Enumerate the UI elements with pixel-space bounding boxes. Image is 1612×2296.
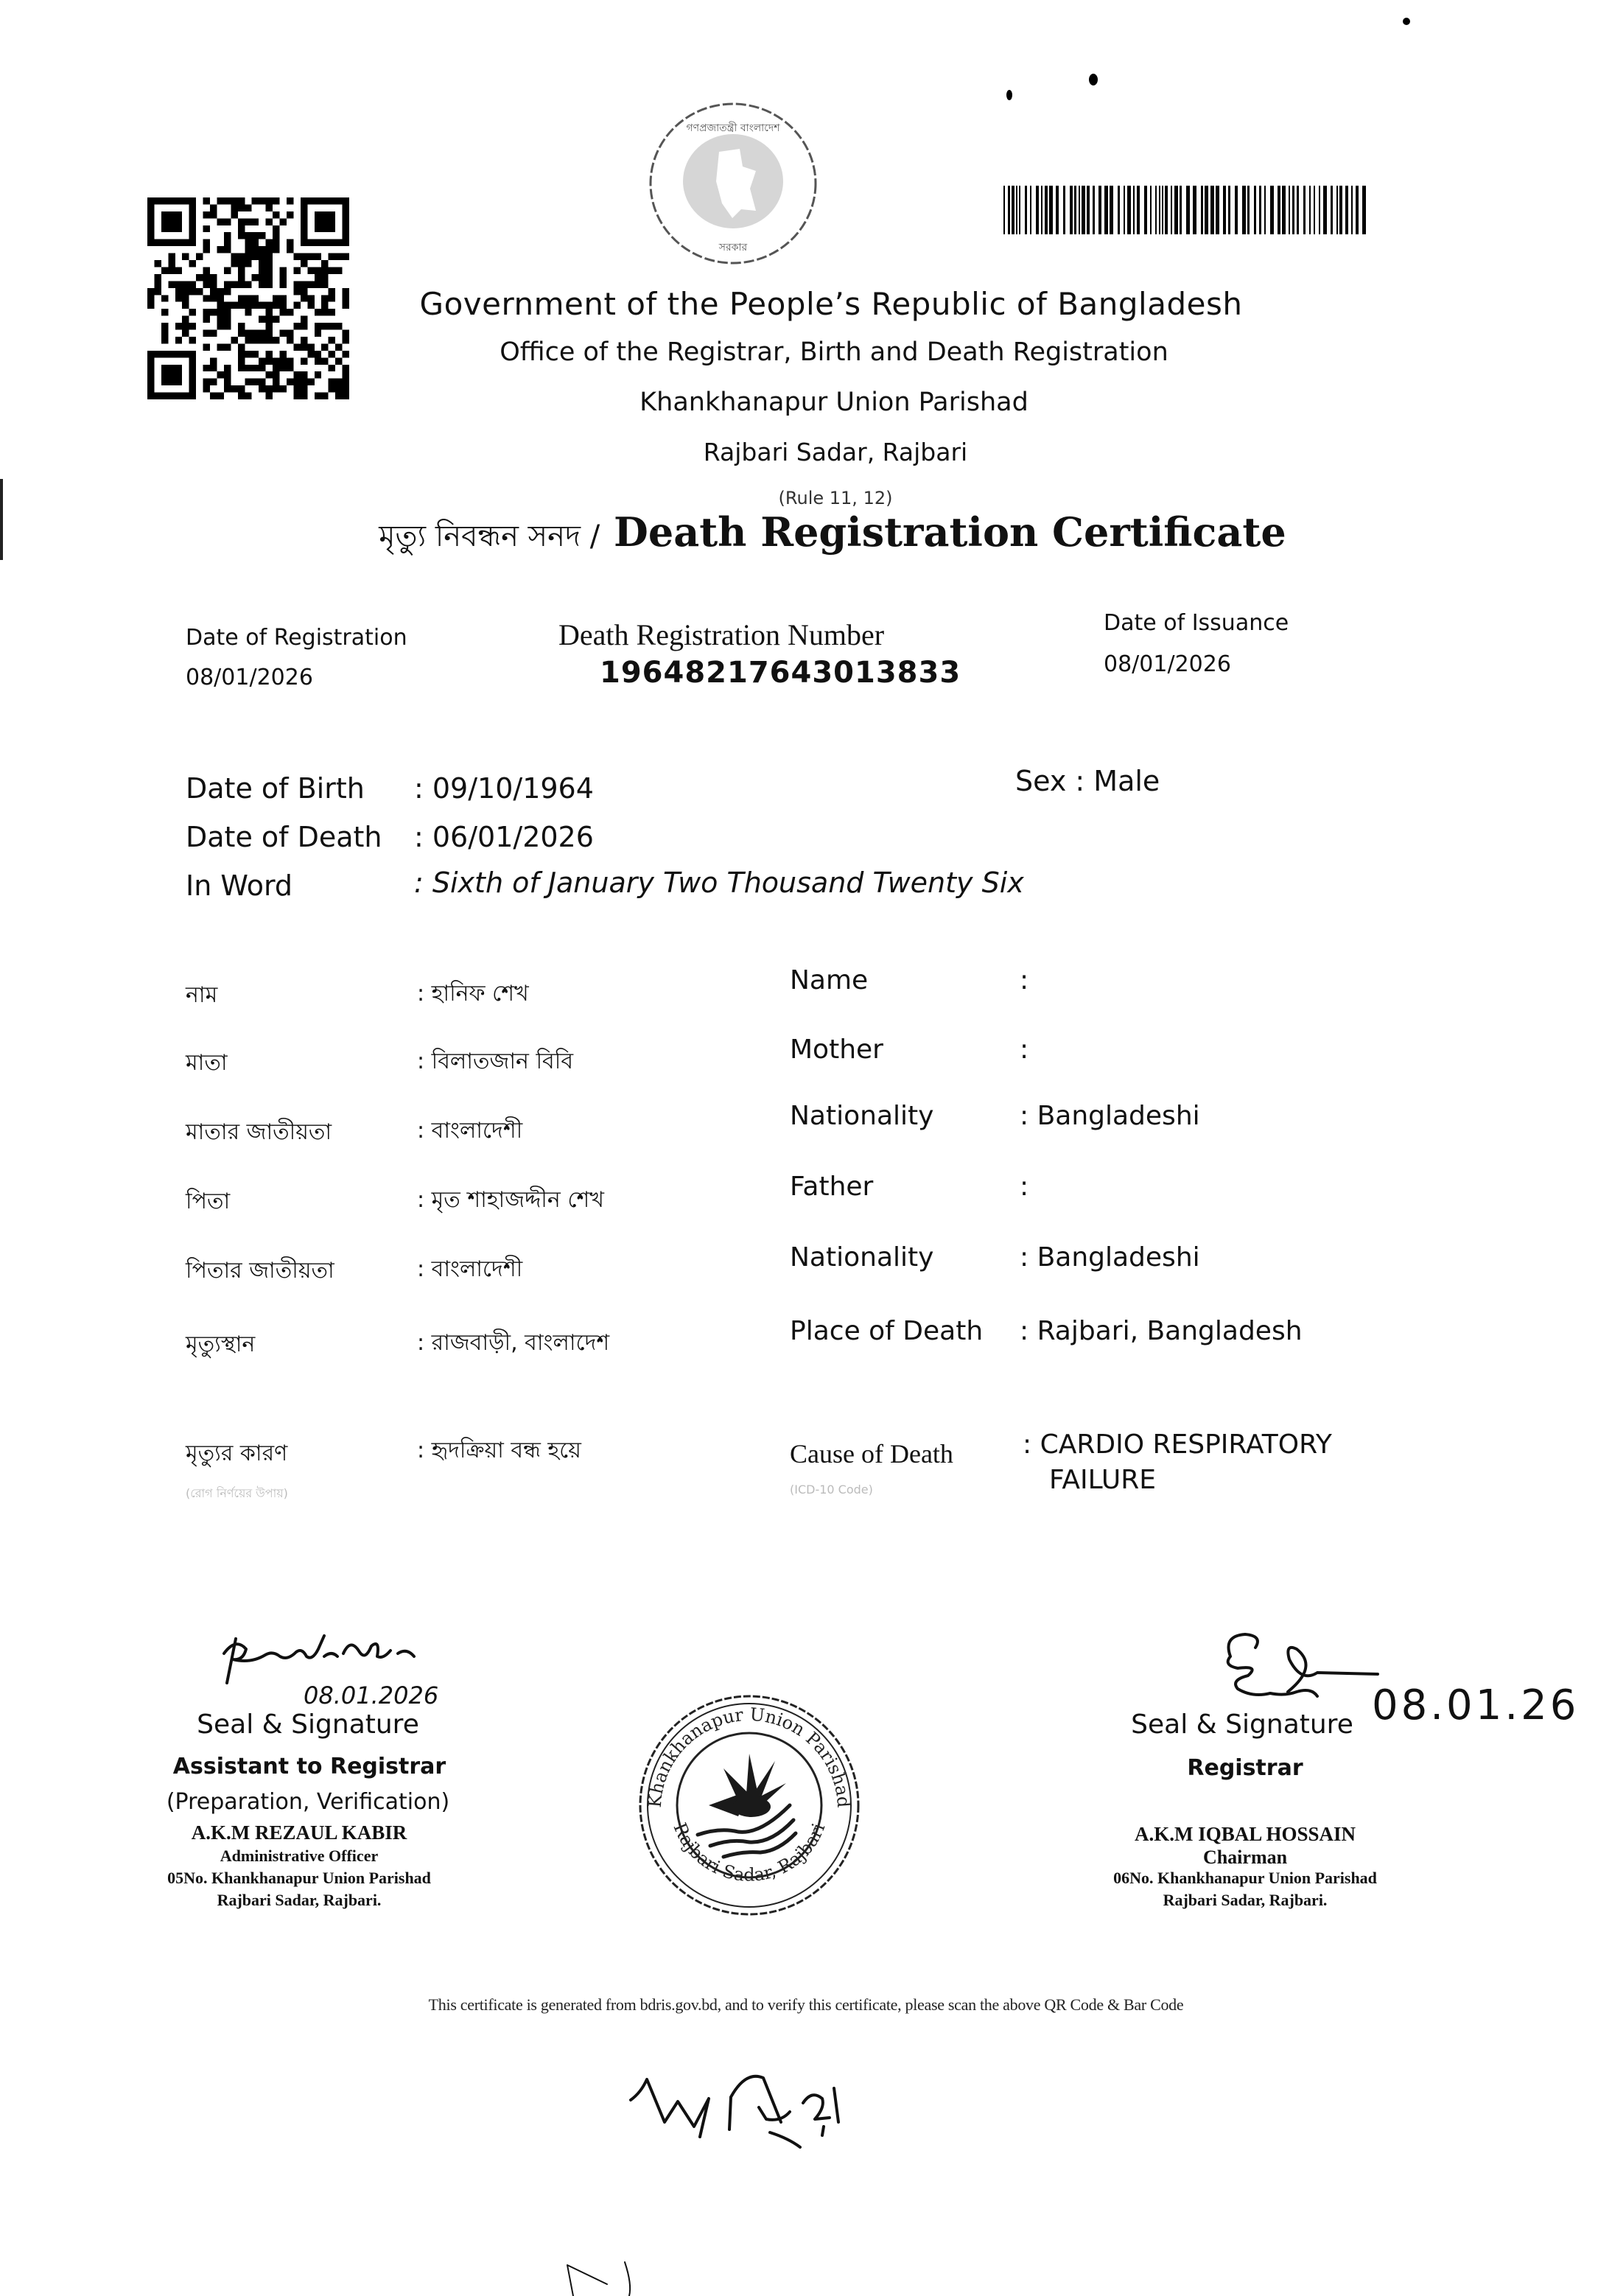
dod-value: : 06/01/2026: [414, 821, 594, 853]
registrar-designation: Chairman: [1202, 1847, 1288, 1868]
sex-value: Sex : Male: [1015, 765, 1160, 797]
field-label-en: Name: [790, 965, 869, 995]
scan-speck: [1089, 74, 1098, 85]
qr-code-icon: [147, 193, 349, 404]
field-label-bn: পিতা: [186, 1189, 231, 1214]
scan-speck: [1403, 18, 1410, 25]
field-label-en: Father: [790, 1172, 874, 1202]
field-value-en: : Rajbari, Bangladesh: [1020, 1316, 1303, 1346]
cause-label-en: Cause of Death: [790, 1439, 953, 1469]
union-seal-top-text: Khankhanapur Union Parishad: [644, 1704, 855, 1809]
assistant-office: 05No. Khankhanapur Union Parishad: [167, 1869, 431, 1887]
field-value-en: :: [1020, 1172, 1029, 1202]
registrar-seal-caption: Seal & Signature: [1131, 1709, 1353, 1740]
scan-speck: [1006, 90, 1012, 100]
dob-value: : 09/10/1964: [414, 772, 594, 805]
field-label-en: Mother: [790, 1035, 883, 1065]
certificate-title-en: Death Registration Certificate: [614, 508, 1286, 556]
certificate-title: [379, 508, 1286, 562]
certificate-title-bn: মৃত্যু নিবন্ধন সনদ /: [379, 519, 600, 553]
assistant-role: Assistant to Registrar: [172, 1754, 446, 1779]
field-label-bn: পিতার জাতীয়তা: [186, 1258, 334, 1284]
field-label-bn: মাতা: [186, 1050, 228, 1076]
field-value-bn: : বাংলাদেশী: [417, 1118, 523, 1144]
field-label-en: Place of Death: [790, 1316, 984, 1346]
registrar-handwritten-date: 08.01.26: [1372, 1681, 1580, 1729]
in-word-value: : Sixth of January Two Thousand Twenty Six: [414, 867, 1024, 899]
handwritten-initials-icon: [619, 2056, 855, 2144]
assistant-address: Rajbari Sadar, Rajbari.: [217, 1891, 382, 1909]
field-value-en: : Bangladeshi: [1020, 1242, 1200, 1273]
svg-text:গণপ্রজাতন্ত্রী বাংলাদেশ: গণপ্রজাতন্ত্রী বাংলাদেশ: [686, 122, 780, 134]
scan-edge-line: [0, 479, 3, 560]
union-parishad-seal-icon: [628, 1687, 871, 1922]
assistant-handwritten-date: 08.01.2026: [304, 1681, 439, 1709]
assistant-name: A.K.M REZAUL KABIR: [191, 1821, 407, 1844]
field-label-en: Nationality: [790, 1242, 934, 1273]
registrar-role: Registrar: [1187, 1755, 1303, 1781]
union-seal-bottom-text: Rajbari Sadar, Rajbari: [669, 1819, 830, 1886]
in-word-label: In Word: [186, 869, 293, 902]
union-heading: Khankhanapur Union Parishad: [639, 388, 1028, 417]
government-heading: Government of the People’s Republic of Bangladesh: [419, 286, 1243, 322]
date-of-issuance-value: 08/01/2026: [1104, 651, 1231, 677]
assistant-note: (Preparation, Verification): [166, 1789, 450, 1815]
registrar-address: Rajbari Sadar, Rajbari.: [1163, 1891, 1328, 1909]
dod-label: Date of Death: [186, 821, 382, 853]
cause-value-bn: : হৃদক্রিয়া বন্ধ হয়ে: [417, 1438, 581, 1463]
cause-value-en-line2: FAILURE: [1049, 1465, 1157, 1495]
cause-value-en-line1: : CARDIO RESPIRATORY: [1023, 1429, 1332, 1460]
registration-number-label: Death Registration Number: [558, 618, 885, 651]
field-value-en: :: [1020, 1035, 1029, 1065]
cause-sub-en: (ICD-10 Code): [790, 1483, 873, 1497]
registration-number-value: 19648217643013833: [600, 656, 961, 690]
office-heading: Office of the Registrar, Birth and Death Registration: [500, 337, 1168, 367]
date-of-registration-label: Date of Registration: [186, 625, 407, 651]
field-label-bn: মৃত্যুস্থান: [186, 1331, 256, 1357]
field-label-bn: মাতার জাতীয়তা: [186, 1119, 332, 1145]
registrar-name: A.K.M IQBAL HOSSAIN: [1134, 1823, 1356, 1845]
field-label-bn: নাম: [186, 982, 218, 1008]
field-value-bn: : রাজবাড়ী, বাংলাদেশ: [417, 1330, 610, 1356]
location-heading: Rajbari Sadar, Rajbari: [703, 438, 968, 466]
field-label-en: Nationality: [790, 1101, 934, 1131]
cause-label-bn: মৃত্যুর কারণ: [186, 1441, 288, 1466]
cause-sub-bn: (রোগ নির্ণয়ের উপায়): [186, 1486, 288, 1500]
field-value-bn: : বিলাতজান বিবি: [417, 1049, 574, 1074]
field-value-en: :: [1020, 965, 1029, 995]
field-value-bn: : হানিফ শেখ: [417, 981, 529, 1007]
registrar-office: 06No. Khankhanapur Union Parishad: [1113, 1869, 1377, 1887]
svg-text:সরকার: সরকার: [718, 242, 748, 253]
rule-reference: (Rule 11, 12): [778, 488, 893, 508]
barcode-icon: [1003, 186, 1372, 234]
date-of-issuance-label: Date of Issuance: [1104, 610, 1289, 636]
government-seal-icon: [645, 100, 821, 267]
field-value-bn: : মৃত শাহাজদ্দীন শেখ: [417, 1187, 604, 1213]
verification-note: This certificate is generated from bdris.gov.bd, and to verify this certificate, please scan the above QR Code & Bar Code: [428, 1995, 1184, 2014]
date-of-registration-value: 08/01/2026: [186, 665, 313, 690]
dob-label: Date of Birth: [186, 772, 365, 805]
assistant-designation: Administrative Officer: [220, 1847, 379, 1865]
assistant-seal-caption: Seal & Signature: [197, 1709, 419, 1740]
registrar-signature-icon: [1208, 1627, 1400, 1708]
bottom-margin-mark-icon: [563, 2262, 651, 2296]
field-value-bn: : বাংলাদেশী: [417, 1256, 523, 1282]
field-value-en: : Bangladeshi: [1020, 1101, 1200, 1131]
